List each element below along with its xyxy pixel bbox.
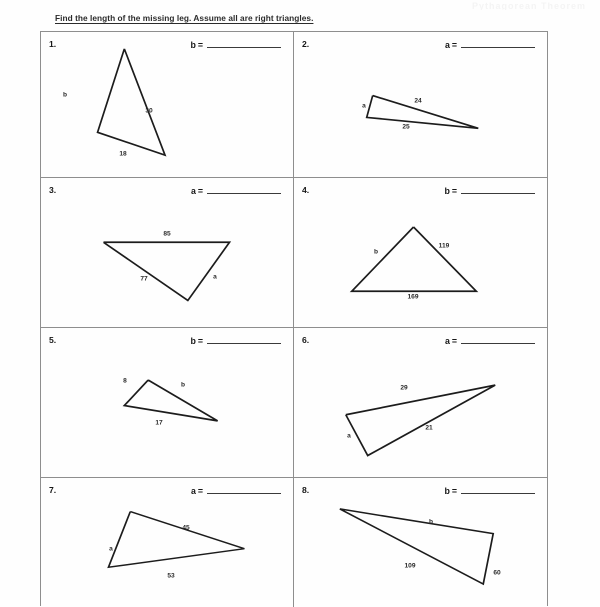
side-length-label: b xyxy=(428,518,434,526)
problem-cell xyxy=(294,32,547,178)
triangle-figure xyxy=(294,32,547,177)
equals-sign: = xyxy=(197,186,203,196)
side-length-label: 77 xyxy=(140,275,148,283)
answer-variable: a xyxy=(444,336,450,346)
answer-variable: a xyxy=(190,486,196,496)
answer-variable: b xyxy=(190,40,196,50)
side-length-label: 29 xyxy=(400,384,408,392)
side-length-label: b xyxy=(180,381,186,389)
equals-sign: = xyxy=(197,40,203,50)
answer-variable: b xyxy=(444,486,450,496)
side-length-label: 17 xyxy=(155,419,163,427)
triangle-outline xyxy=(104,242,230,300)
equals-sign: = xyxy=(197,486,203,496)
answer-prompt xyxy=(191,484,281,496)
answer-prompt xyxy=(191,184,281,196)
side-length-label: a xyxy=(109,545,113,553)
triangle-outline xyxy=(340,509,493,584)
answer-blank[interactable] xyxy=(461,484,535,494)
answer-blank[interactable] xyxy=(461,38,535,48)
answer-prompt xyxy=(445,38,535,50)
equals-sign: = xyxy=(451,40,457,50)
problem-grid xyxy=(40,31,548,606)
answer-variable: b xyxy=(190,336,196,346)
answer-prompt xyxy=(190,334,281,346)
side-length-label: 30 xyxy=(145,107,153,115)
side-length-label: 85 xyxy=(163,230,171,238)
answer-blank[interactable] xyxy=(461,334,535,344)
answer-prompt xyxy=(444,184,535,196)
triangle-outline xyxy=(367,96,479,129)
faded-header-text: Pythagorean Theorem xyxy=(471,1,586,10)
side-length-label: 8 xyxy=(123,377,127,385)
problem-number: 8. xyxy=(302,485,310,495)
answer-prompt xyxy=(444,484,535,496)
problem-cell xyxy=(41,32,294,178)
side-length-label: 169 xyxy=(407,293,419,301)
answer-blank[interactable] xyxy=(207,184,281,194)
side-length-label: 119 xyxy=(438,242,450,250)
triangle-outline xyxy=(108,512,244,568)
side-length-label: 18 xyxy=(119,150,127,158)
problem-number: 2. xyxy=(302,39,310,49)
side-length-label: b xyxy=(373,248,379,256)
side-length-label: 25 xyxy=(402,123,410,131)
problem-cell xyxy=(294,178,547,328)
triangle-figure xyxy=(41,478,293,607)
triangle-outline xyxy=(123,377,217,421)
problem-number: 4. xyxy=(302,185,310,195)
answer-blank[interactable] xyxy=(207,38,281,48)
side-length-label: 109 xyxy=(404,562,416,570)
side-length-label: 60 xyxy=(493,569,501,577)
triangle-outline xyxy=(98,49,165,155)
equals-sign: = xyxy=(451,336,457,346)
triangle-figure xyxy=(294,328,547,477)
side-length-label: 21 xyxy=(425,424,433,432)
equals-sign: = xyxy=(451,186,457,196)
side-length-label: a xyxy=(213,273,217,281)
answer-prompt xyxy=(445,334,535,346)
side-length-label: 53 xyxy=(167,572,175,580)
problem-cell xyxy=(41,328,294,478)
answer-blank[interactable] xyxy=(461,184,535,194)
answer-blank[interactable] xyxy=(207,484,281,494)
equals-sign: = xyxy=(451,486,457,496)
answer-variable: b xyxy=(444,186,450,196)
problem-number: 7. xyxy=(49,485,57,495)
problem-number: 5. xyxy=(49,335,57,345)
problem-cell xyxy=(41,478,294,607)
triangle-figure xyxy=(294,478,547,607)
side-length-label: b xyxy=(62,91,68,99)
problem-number: 1. xyxy=(49,39,57,49)
equals-sign: = xyxy=(197,336,203,346)
side-length-label: 24 xyxy=(414,97,422,105)
problem-cell xyxy=(294,478,547,607)
triangle-figure xyxy=(294,178,547,327)
problem-cell xyxy=(41,178,294,328)
side-length-label: a xyxy=(347,432,351,440)
triangle-figure xyxy=(41,32,293,177)
answer-variable: a xyxy=(444,40,450,50)
answer-prompt xyxy=(190,38,281,50)
side-length-label: 45 xyxy=(182,524,190,532)
triangle-figure xyxy=(41,178,293,327)
answer-blank[interactable] xyxy=(207,334,281,344)
triangle-figure xyxy=(41,328,293,477)
problem-number: 6. xyxy=(302,335,310,345)
triangle-outline xyxy=(346,385,495,455)
problem-cell xyxy=(294,328,547,478)
answer-variable: a xyxy=(190,186,196,196)
side-length-label: a xyxy=(362,102,366,110)
triangle-outline xyxy=(352,227,477,291)
problem-number: 3. xyxy=(49,185,57,195)
instructions-text: Find the length of the missing leg. Assume all are right triangles. xyxy=(55,13,314,23)
